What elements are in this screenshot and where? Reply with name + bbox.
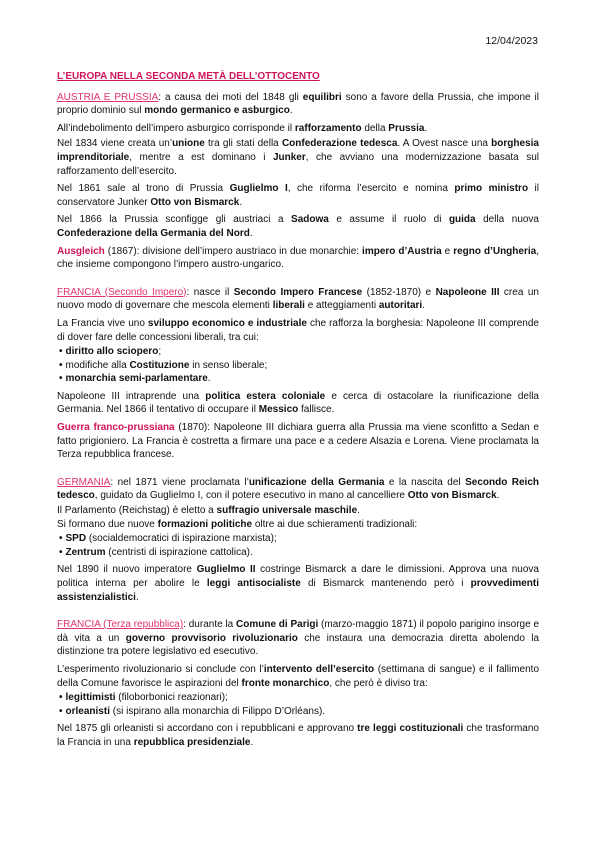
bold-term: Otto von Bismarck — [407, 490, 497, 502]
bold-term: Secondo Reich tedesco — [57, 476, 540, 502]
bold-term: Secondo Impero Francese — [233, 286, 363, 298]
section-heading: GERMANIA — [57, 476, 111, 488]
bold-term: Sadowa — [291, 214, 329, 226]
text-run: . — [357, 505, 360, 517]
bold-term: autoritari — [378, 300, 423, 312]
text-run: . — [424, 122, 428, 134]
bullet-icon: • — [59, 373, 63, 385]
text-run: : durante la — [183, 619, 237, 631]
text-run: Il Parlamento (Reichstag) è eletto a — [57, 505, 217, 517]
section-germania — [57, 476, 539, 604]
text-run: costringe Bismarck a dare le dimissioni. Approva una nuova politica interna per abolire le — [57, 564, 539, 589]
text-run: crea un nuovo modo di governare che mescola elementi — [57, 286, 539, 312]
bold-term: diritto allo sciopero — [65, 346, 159, 358]
text-run: di Bismarck mantenendo però i — [300, 578, 471, 589]
bold-term: repubblica presidenziale — [133, 736, 251, 748]
section-heading: FRANCIA (Terza repubblica) — [57, 619, 184, 631]
bold-term: mondo germanico e asburgico — [144, 105, 290, 117]
text-run: modifiche alla — [65, 359, 130, 371]
text-run: . — [249, 227, 253, 239]
text-run: (1870): Napoleone III dichiara guerra alla Prussia ma viene sconfitto a Sedan e fatto prigioniero. La Francia è costretta a firmare una pace e a cedere Alsazia e Lorena. Viene proclamata la Terza repubblica francese. — [57, 422, 539, 461]
bold-term: suffragio universale maschile — [216, 505, 358, 517]
highlight-term: Ausgleich — [57, 245, 105, 257]
paragraph — [57, 504, 539, 518]
text-run: (marzo-maggio 1871) il popolo parigino insorge e dà vita a un — [57, 619, 539, 644]
paragraph — [57, 317, 539, 344]
bold-term: fronte monarchico — [241, 677, 330, 689]
text-run: Nel 1834 viene creata un’ — [57, 138, 173, 150]
text-run: oltre ai due schieramenti tradizionali: — [252, 518, 418, 530]
text-run: sono a favore della Prussia, che impone il proprio dominio sul — [57, 91, 539, 117]
text-run: (centristi di ispirazione cattolica). — [105, 546, 253, 558]
list-item — [57, 546, 539, 560]
paragraph — [57, 618, 539, 659]
bold-term: sviluppo economico e industriale — [147, 317, 307, 329]
text-run: (1867): divisione dell’impero austriaco in due monarchie: — [104, 245, 363, 257]
text-run: , guidato da Guglielmo I, con il potere esecutivo in mano al cancelliere — [94, 490, 408, 502]
bullet-icon: • — [59, 533, 63, 545]
section-heading: AUSTRIA E PRUSSIA — [57, 91, 159, 103]
bold-term: primo ministro — [454, 183, 529, 195]
text-run: e la nascita del — [384, 476, 466, 488]
paragraph — [57, 663, 539, 690]
paragraph — [57, 476, 539, 503]
text-run: (filoborbonici reazionari); — [115, 692, 228, 704]
text-run: che rafforza la borghesia: Napoleone III comprende di dover fare delle concessioni liberali, tra cui: — [57, 317, 539, 343]
bold-term: Zentrum — [65, 546, 106, 558]
text-run: . — [496, 490, 500, 502]
bold-term: provvedimenti assistenzialistici — [57, 578, 539, 603]
bold-term: Confederazione tedesca — [281, 138, 398, 150]
section-francia-terza-repubblica — [57, 618, 539, 749]
text-run: Nel 1875 gli orleanisti si accordano con i repubblicani e approvano — [57, 723, 358, 735]
highlight-term: Guerra franco-prussiana — [57, 422, 175, 434]
text-run: . — [422, 300, 425, 312]
paragraph — [57, 91, 539, 118]
bold-term: impero d’Austria — [362, 245, 442, 257]
bold-term: Otto von Bismarck — [150, 196, 240, 208]
bold-term: governo provvisorio rivoluzionario — [125, 632, 298, 644]
text-run: La Francia vive uno — [57, 317, 148, 329]
document-body — [57, 70, 539, 754]
list-item — [57, 345, 539, 359]
text-run: All’indebolimento dell’impero asburgico corrisponde il — [57, 122, 295, 134]
paragraph — [57, 245, 539, 272]
paragraph — [57, 563, 539, 604]
bold-term: SPD — [65, 533, 87, 545]
list-item — [57, 359, 539, 373]
text-run: e — [441, 245, 454, 257]
text-run: , che avviano una modernizzazione basata sul rafforzamento dell’esercito. — [57, 151, 539, 177]
paragraph — [57, 722, 539, 749]
text-run: . — [250, 736, 254, 748]
bold-term: unificazione della Germania — [248, 476, 385, 488]
bullet-list — [57, 691, 539, 718]
bold-term: Prussia — [388, 122, 425, 134]
text-run: : a causa dei moti del 1848 gli — [158, 91, 303, 103]
text-run: e atteggiamenti — [304, 300, 379, 312]
paragraph — [57, 421, 539, 462]
bold-term: guida — [448, 214, 476, 226]
list-item — [57, 532, 539, 546]
text-run: che instaura una democrazia diretta abolendo la distinzione tra potere legislativo ed esecutivo. — [57, 632, 540, 658]
list-item — [57, 705, 539, 719]
document-title: L’EUROPA NELLA SECONDA METÀ DELL’OTTOCENTO — [57, 71, 320, 82]
text-run: L’esperimento rivoluzionario si conclude con l’ — [57, 663, 264, 675]
document-date: 12/04/2023 — [485, 35, 538, 47]
text-run: : nasce il — [186, 286, 234, 298]
text-run: Napoleone III intraprende una — [57, 390, 206, 402]
bold-term: politica estera coloniale — [205, 390, 326, 402]
bold-term: regno d’Ungheria — [453, 245, 537, 257]
bold-term: leggi antisocialiste — [206, 578, 301, 589]
text-run: . — [207, 373, 211, 385]
text-run: Nel 1890 il nuovo imperatore — [57, 564, 197, 576]
text-run: Nel 1861 sale al trono di Prussia — [57, 183, 230, 195]
bullet-icon: • — [59, 359, 63, 371]
paragraph — [57, 122, 539, 136]
text-run: . — [239, 196, 243, 208]
bold-term: Guglielmo I — [229, 183, 288, 195]
bold-term: liberali — [272, 300, 305, 312]
bold-term: tre leggi costituzionali — [357, 723, 464, 735]
bold-term: borghesia imprenditoriale — [57, 138, 539, 163]
bullet-icon: • — [59, 546, 63, 558]
text-run: , che però è diviso tra: — [329, 677, 428, 689]
paragraph — [57, 182, 539, 209]
paragraph — [57, 137, 539, 178]
bullet-list — [57, 532, 539, 559]
bold-term: Junker — [272, 151, 306, 163]
section-francia-secondo-impero — [57, 286, 539, 462]
text-run: il conservatore Junker — [57, 183, 539, 208]
bold-term: Comune di Parigi — [236, 619, 319, 631]
bold-term: rafforzamento — [294, 122, 362, 134]
paragraph — [57, 213, 539, 240]
text-run: e assume il ruolo di — [328, 214, 449, 226]
bold-term: Costituzione — [129, 359, 190, 371]
text-run: (socialdemocratici di ispirazione marxista); — [86, 533, 277, 545]
text-run: , mentre a est dominano i — [129, 151, 273, 163]
bullet-list — [57, 345, 539, 386]
text-run: della nuova — [475, 214, 539, 226]
text-run: che trasformano la Francia in una — [57, 723, 539, 748]
text-run: . — [289, 105, 293, 117]
bullet-icon: • — [59, 346, 63, 358]
paragraph — [57, 390, 539, 417]
text-run: della — [361, 122, 389, 134]
text-run: in senso liberale; — [189, 359, 268, 371]
text-run: ; — [158, 346, 162, 358]
bold-term: legittimisti — [65, 692, 116, 704]
text-run: . A Ovest nasce una — [397, 138, 492, 150]
section-austria-prussia — [57, 91, 539, 272]
bold-term: orleanisti — [65, 705, 110, 717]
bold-term: formazioni politiche — [157, 518, 253, 530]
text-run: Nel 1866 la Prussia sconfigge gli austriaci a — [57, 214, 292, 226]
bold-term: monarchia semi-parlamentare — [65, 373, 208, 385]
text-run: , che insieme compongono l’impero austro-ungarico. — [57, 245, 539, 271]
bold-term: Confederazione della Germania del Nord — [57, 227, 250, 239]
bullet-icon: • — [59, 692, 63, 704]
bold-term: Messico — [258, 404, 299, 416]
text-run: tra gli stati della — [204, 138, 282, 150]
bold-term: intervento dell’esercito — [263, 663, 375, 675]
text-run: e cerca di ostacolare la riunificazione della Germania. Nel 1866 il tentativo di occupare il — [57, 390, 539, 416]
bold-term: Napoleone III — [435, 286, 500, 298]
text-run: fallisce. — [298, 404, 335, 416]
bold-term: Guglielmo II — [196, 564, 256, 576]
bold-term: equilibri — [302, 91, 342, 103]
section-heading: FRANCIA (Secondo Impero) — [57, 286, 187, 298]
bold-term: unione — [172, 138, 205, 150]
text-run: : nel 1871 viene proclamata l’ — [110, 476, 249, 488]
bullet-icon: • — [59, 705, 63, 717]
list-item — [57, 372, 539, 386]
paragraph — [57, 286, 539, 313]
text-run: (settimana di sangue) e il fallimento della Comune favorisce le aspirazioni del — [57, 663, 540, 689]
text-run: , che riforma l’esercito e nomina — [287, 183, 455, 195]
text-run: Si formano due nuove — [57, 518, 158, 530]
paragraph — [57, 518, 539, 532]
text-run: (si ispirano alla monarchia di Filippo D’Orléans). — [109, 705, 326, 717]
list-item — [57, 691, 539, 705]
text-run: . — [135, 591, 139, 603]
text-run: (1852-1870) e — [362, 286, 436, 298]
